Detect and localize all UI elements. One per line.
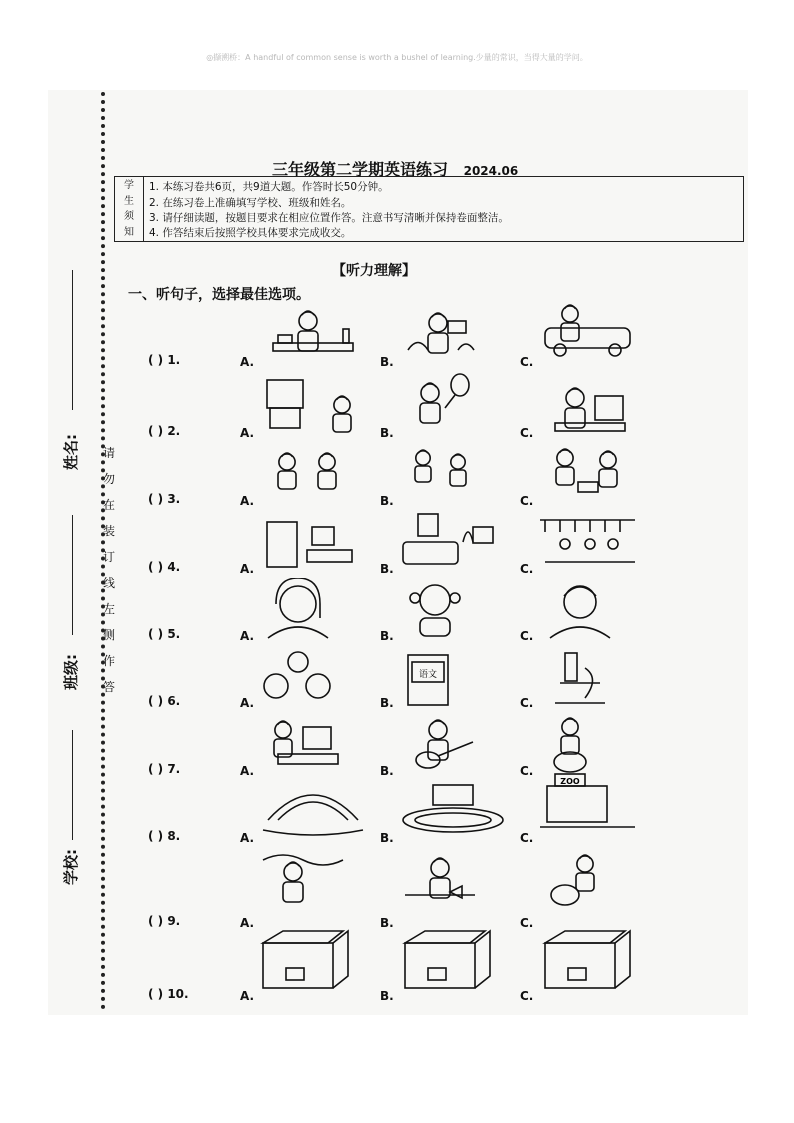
option-b-label: B. — [380, 426, 394, 440]
title-text: 三年级第二学期英语练习 — [272, 160, 449, 179]
question-number: ( ) 4. — [148, 560, 181, 574]
notice-head-char: 学 — [124, 180, 134, 191]
option-a-label: A. — [240, 426, 255, 440]
picture-racket — [400, 373, 510, 437]
option-c-label: C. — [520, 355, 534, 369]
option-c-label: C. — [520, 989, 534, 1003]
notice-head-char: 生 — [124, 195, 134, 207]
option-c-label: C. — [520, 764, 534, 778]
section-title: 【听力理解】 — [332, 263, 416, 279]
picture-fish — [400, 850, 510, 914]
picture-dragon — [258, 850, 368, 914]
binding-note-char: 侧 — [102, 628, 115, 642]
watermark: ◎撷溯桥：A handful of common sense is worth a bushel of learning.少量的常识，当得大量的学问。 — [206, 53, 588, 62]
option-b-label: B. — [380, 764, 394, 778]
option-a-label: A. — [240, 764, 255, 778]
notice-head-char: 须 — [124, 211, 134, 222]
name-label: 姓名: — [62, 434, 80, 470]
option-b-label: B. — [380, 831, 394, 845]
binding-note-char: 装 — [102, 524, 115, 538]
picture-box — [540, 928, 650, 992]
picture-chess — [540, 440, 650, 504]
option-b-label: B. — [380, 494, 394, 508]
notice-item: 4. 作答结束后按照学校具体要求完成收交。 — [149, 227, 352, 239]
picture-water — [398, 305, 508, 369]
option-a-label: A. — [240, 562, 255, 576]
picture-zoo — [535, 772, 645, 836]
option-a-label: A. — [240, 916, 255, 930]
binding-note-char: 在 — [102, 498, 115, 512]
picture-tv — [262, 375, 372, 439]
notice-item: 2. 在练习卷上准确填写学校、班级和姓名。 — [149, 197, 352, 209]
question-number: ( ) 6. — [148, 694, 181, 708]
picture-box — [400, 928, 510, 992]
option-c-label: C. — [520, 831, 534, 845]
question-number: ( ) 3. — [148, 492, 181, 506]
binding-note-char: 勿 — [102, 472, 115, 486]
picture-garden — [535, 512, 645, 576]
school-line — [72, 730, 73, 840]
question-number: ( ) 5. — [148, 627, 181, 641]
picture-microscope — [540, 648, 650, 712]
picture-dancing — [398, 440, 508, 504]
option-b-label: B. — [380, 562, 394, 576]
option-b-label: B. — [380, 696, 394, 710]
picture-balls — [258, 650, 368, 714]
picture-living — [398, 512, 508, 576]
student-notice-box — [114, 176, 744, 242]
binding-note-char: 作 — [102, 654, 115, 668]
question-number: ( ) 7. — [148, 762, 181, 776]
option-a-label: A. — [240, 989, 255, 1003]
picture-car — [530, 300, 640, 364]
picture-girl — [400, 578, 510, 642]
name-line — [72, 270, 73, 410]
picture-guitar — [398, 712, 508, 776]
part1-title: 一、听句子，选择最佳选项。 — [128, 287, 310, 303]
picture-stadium — [398, 780, 508, 844]
picture-man — [540, 578, 650, 642]
picture-running — [262, 442, 372, 506]
question-number: ( ) 8. — [148, 829, 181, 843]
picture-wash — [258, 303, 368, 367]
notice-item: 3. 请仔细读题，按题目要求在相应位置作答。注意书写清晰并保持卷面整洁。 — [149, 212, 509, 224]
option-a-label: A. — [240, 629, 255, 643]
picture-study — [262, 512, 372, 576]
svg-text:语文: 语文 — [418, 670, 438, 680]
picture-woman — [258, 578, 368, 642]
option-c-label: C. — [520, 916, 534, 930]
binding-note-char: 线 — [102, 576, 115, 590]
binding-note — [102, 440, 116, 700]
school-label: 学校: — [62, 849, 80, 885]
class-label: 班级: — [62, 654, 80, 690]
option-c-label: C. — [520, 562, 534, 576]
option-a-label: A. — [240, 831, 255, 845]
question-number: ( ) 2. — [148, 424, 181, 438]
title-date: 2024.06 — [463, 164, 519, 178]
binding-note-char: 请 — [102, 446, 115, 460]
option-b-label: B. — [380, 916, 394, 930]
picture-box — [258, 928, 368, 992]
notice-head — [115, 177, 144, 242]
picture-jump — [540, 712, 650, 776]
binding-note-char: 左 — [102, 602, 115, 616]
question-number: ( ) 1. — [148, 353, 181, 367]
picture-bowl — [540, 850, 650, 914]
option-b-label: B. — [380, 989, 394, 1003]
option-a-label: A. — [240, 494, 255, 508]
notice-item: 1. 本练习卷共6页，共9道大题。作答时长50分钟。 — [149, 181, 389, 193]
option-c-label: C. — [520, 629, 534, 643]
option-b-label: B. — [380, 629, 394, 643]
notice-head-char: 知 — [124, 226, 134, 238]
picture-bridge — [258, 780, 368, 844]
picture-reading — [540, 378, 650, 442]
option-c-label: C. — [520, 494, 534, 508]
option-c-label: C. — [520, 696, 534, 710]
svg-text:ZOO: ZOO — [560, 777, 580, 786]
class-line — [72, 515, 73, 635]
binding-note-char: 订 — [102, 550, 115, 564]
question-number: ( ) 9. — [148, 914, 181, 928]
option-a-label: A. — [240, 696, 255, 710]
picture-computer — [258, 712, 368, 776]
option-c-label: C. — [520, 426, 534, 440]
picture-book — [398, 650, 508, 714]
option-a-label: A. — [240, 355, 255, 369]
question-number: ( ) 10. — [148, 987, 189, 1001]
binding-note-char: 答 — [102, 680, 115, 694]
option-b-label: B. — [380, 355, 394, 369]
